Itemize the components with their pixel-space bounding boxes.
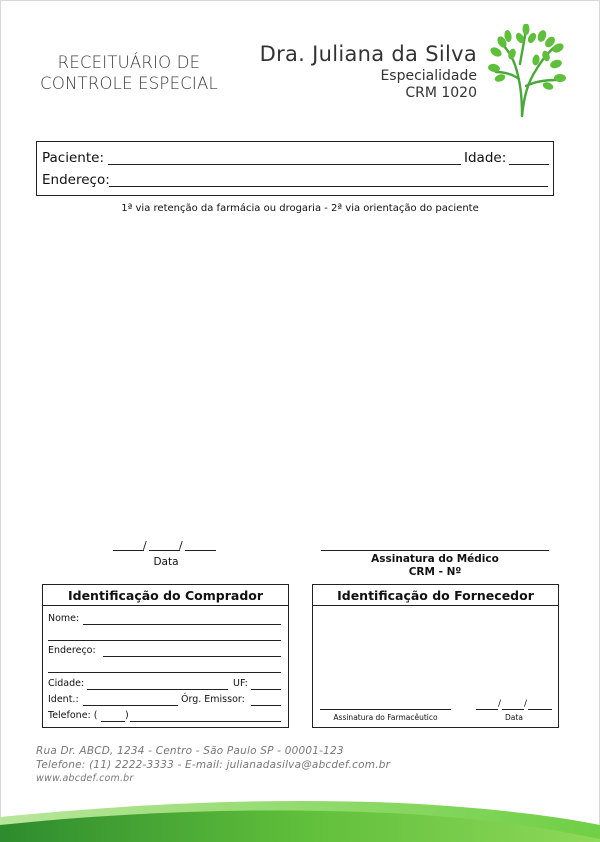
buyer-name-line-2[interactable]	[48, 640, 281, 641]
buyer-phone-area-line[interactable]	[101, 721, 125, 722]
doctor-crm: CRM 1020	[405, 85, 477, 101]
date-label: Data	[153, 556, 179, 568]
document-title-line-1: RECEITUÁRIO DE	[57, 53, 201, 72]
buyer-uf-label: UF:	[233, 678, 248, 689]
supplier-date-slash-1: /	[498, 699, 502, 709]
supplier-date-label: Data	[505, 713, 523, 722]
doctor-info	[260, 40, 477, 102]
supplier-date-year-line[interactable]	[528, 709, 552, 710]
patient-info-box	[36, 141, 554, 196]
document-title-line-2: CONTROLE ESPECIAL	[40, 74, 218, 93]
buyer-issuer-line[interactable]	[251, 705, 281, 706]
footer-address: Rua Dr. ABCD, 1234 - Centro - São Paulo SP - 00001-123	[36, 745, 344, 757]
patient-label: Paciente:	[42, 150, 104, 166]
age-line[interactable]	[509, 164, 549, 165]
buyer-ident-label: Ident.:	[48, 694, 79, 705]
supplier-box-title: Identificação do Fornecedor	[313, 585, 558, 606]
buyer-box-title: Identificação do Comprador	[43, 585, 288, 606]
tree-logo-icon	[486, 24, 566, 118]
supplier-date-slash-2: /	[524, 699, 528, 709]
buyer-address-line-2[interactable]	[48, 672, 281, 673]
buyer-address-line[interactable]	[103, 656, 281, 657]
buyer-issuer-label: Órg. Emissor:	[181, 694, 245, 705]
buyer-phone-label: Telefone: (	[48, 710, 98, 721]
date-slash-2: /	[179, 539, 183, 552]
age-label: Idade:	[464, 150, 507, 166]
buyer-city-line[interactable]	[87, 689, 228, 690]
footer-website: www.abcdef.com.br	[36, 773, 134, 784]
doctor-signature-label: Assinatura do Médico	[371, 553, 499, 565]
footer-green-wave	[0, 795, 600, 842]
date-month-line[interactable]	[149, 550, 180, 551]
supplier-identification-box	[312, 584, 559, 728]
copy-routing-note: 1ª via retenção da farmácia ou drogaria - 2ª via orientação do paciente	[121, 203, 479, 214]
date-year-line[interactable]	[185, 550, 216, 551]
footer-contact: Telefone: (11) 2222-3333 - E-mail: julianadasilva@abcdef.com.br	[36, 759, 391, 771]
buyer-city-label: Cidade:	[48, 678, 85, 689]
buyer-name-line[interactable]	[83, 624, 281, 625]
supplier-date-day-line[interactable]	[476, 709, 498, 710]
buyer-name-label: Nome:	[48, 613, 80, 624]
doctor-specialty: Especialidade	[380, 68, 477, 84]
date-day-line[interactable]	[113, 550, 144, 551]
patient-name-line[interactable]	[108, 164, 461, 165]
buyer-phone-line[interactable]	[130, 721, 281, 722]
date-slash-1: /	[143, 539, 147, 552]
buyer-ident-line[interactable]	[83, 705, 178, 706]
doctor-crm-label: CRM - Nº	[408, 566, 462, 578]
buyer-phone-close: )	[125, 710, 129, 721]
doctor-name: Dra. Juliana da Silva	[259, 42, 477, 66]
buyer-identification-box	[42, 584, 289, 728]
doctor-signature-line[interactable]	[321, 550, 549, 551]
buyer-address-label: Endereço:	[48, 645, 96, 656]
document-title	[36, 52, 222, 94]
pharmacist-signature-label: Assinatura do Farmacêutico	[333, 713, 438, 722]
buyer-uf-line[interactable]	[251, 689, 281, 690]
supplier-date-month-line[interactable]	[502, 709, 524, 710]
address-label: Endereço:	[42, 172, 110, 188]
address-line[interactable]	[109, 186, 548, 187]
pharmacist-signature-line[interactable]	[320, 709, 451, 710]
